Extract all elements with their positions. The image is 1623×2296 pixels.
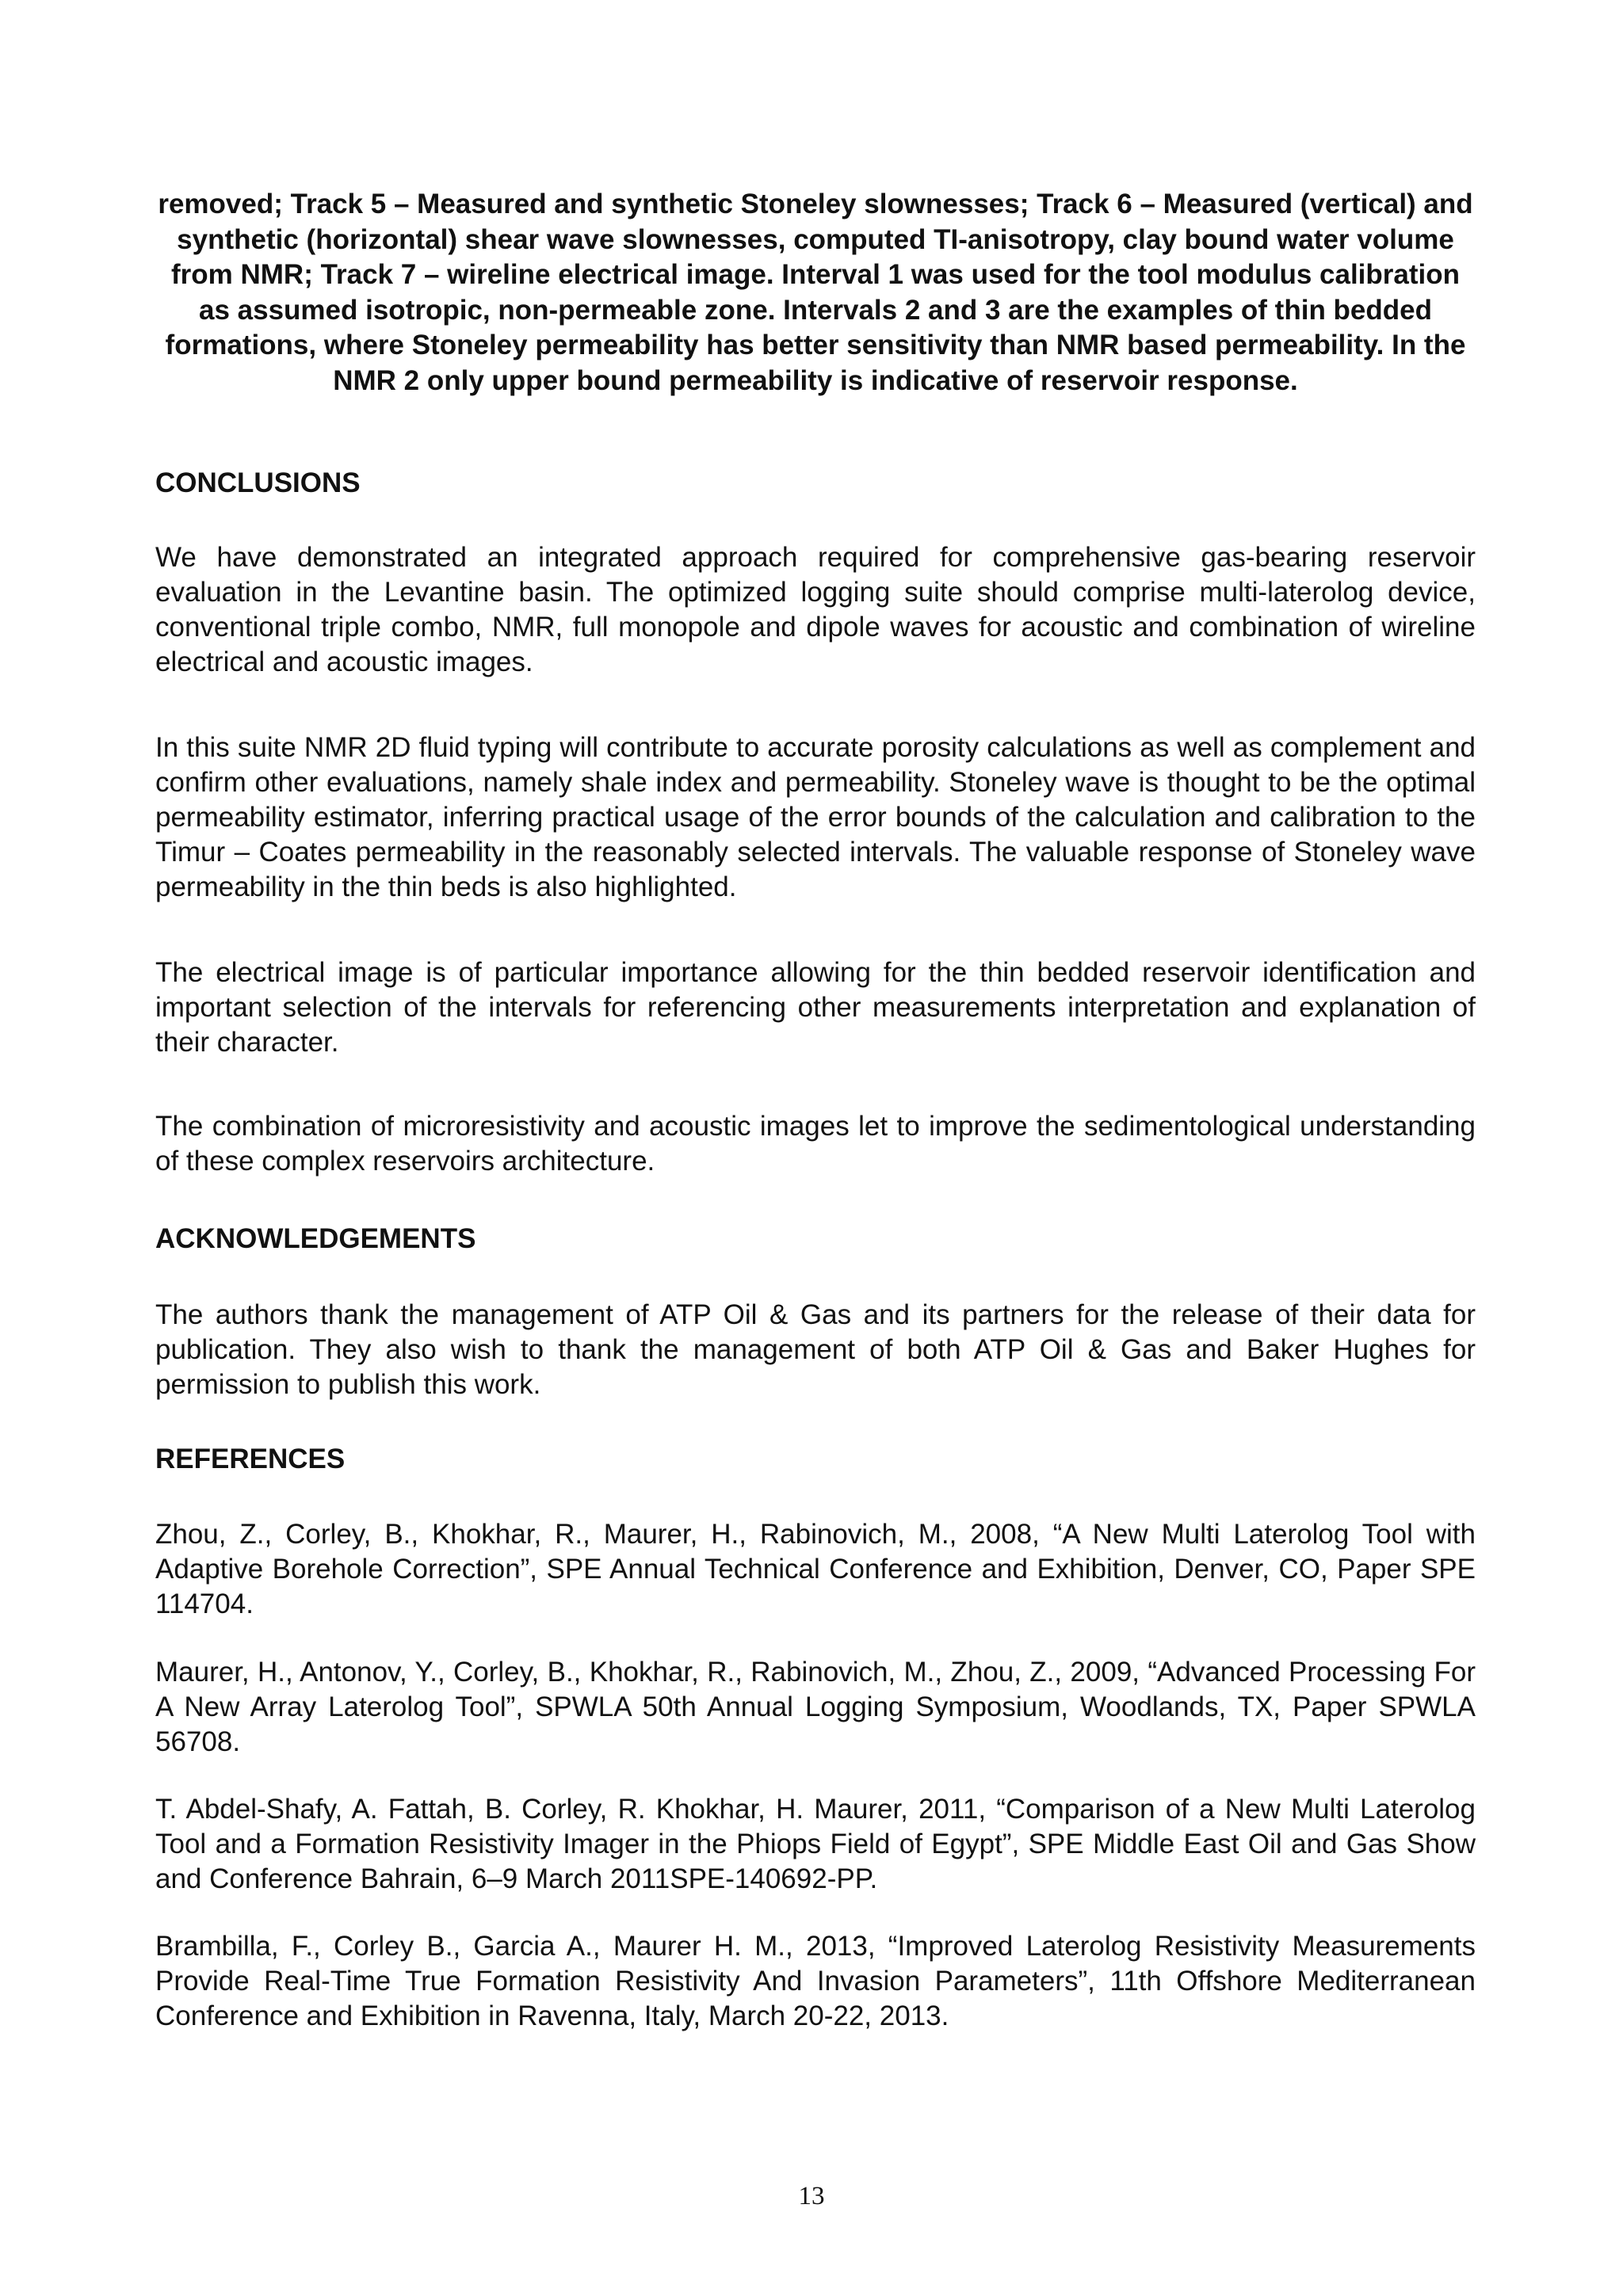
page-body [155, 187, 1476, 2031]
reference-item: Maurer, H., Antonov, Y., Corley, B., Khokhar, R., Rabinovich, M., Zhou, Z., 2009, “Advanced Processing For A New Array Laterolog Tool”, SPWLA 50th Annual Logging Symposium, Woodlands, TX, Paper SPWLA 56708. [155, 1657, 1476, 1757]
conclusions-paragraph-3: The electrical image is of particular importance allowing for the thin bedded reservoir identification and important selection of the intervals for referencing other measurements interpretation and explanation of their character. [155, 957, 1476, 1058]
acknowledgements-text: The authors thank the management of ATP Oil & Gas and its partners for the release of their data for publication. They also wish to thank the management of both ATP Oil & Gas and Baker Hughes for permission to publish this work. [155, 1299, 1476, 1400]
figure-caption: removed; Track 5 – Measured and synthetic Stoneley slownesses; Track 6 – Measured (vertical) and synthetic (horizontal) shear wave slownesses, computed TI-anisotropy, clay bound water volume from NMR; Track 7 – wireline electrical image. Interval 1 was used for the tool modulus calibration as assumed isotropic, non-permeable zone. Intervals 2 and 3 are the examples of thin bedded formations, where Stoneley permeability has better sensitivity than NMR based permeability. In the NMR 2 only upper bound permeability is indicative of reservoir response. [158, 189, 1473, 396]
reference-item: Brambilla, F., Corley B., Garcia A., Maurer H. M., 2013, “Improved Laterolog Resistivity Measurements Provide Real-Time True Formation Resistivity And Invasion Parameters”, 11th Offshore Mediterranean Conference and Exhibition in Ravenna, Italy, March 20-22, 2013. [155, 1931, 1476, 2031]
reference-item: T. Abdel-Shafy, A. Fattah, B. Corley, R. Khokhar, H. Maurer, 2011, “Comparison of a New Multi Laterolog Tool and a Formation Resistivity Imager in the Phiops Field of Egypt”, SPE Middle East Oil and Gas Show and Conference Bahrain, 6–9 March 2011SPE-140692-PP. [155, 1794, 1476, 1894]
reference-item: Zhou, Z., Corley, B., Khokhar, R., Maurer, H., Rabinovich, M., 2008, “A New Multi Laterolog Tool with Adaptive Borehole Correction”, SPE Annual Technical Conference and Exhibition, Denver, CO, Paper SPE 114704. [155, 1519, 1476, 1619]
conclusions-paragraph-1: We have demonstrated an integrated approach required for comprehensive gas-bearing reservoir evaluation in the Levantine basin. The optimized logging suite should comprise multi-laterolog device, conventional triple combo, NMR, full monopole and dipole waves for acoustic and combination of wireline electrical and acoustic images. [155, 542, 1476, 677]
references-heading: REFERENCES [155, 1444, 346, 1474]
conclusions-heading: CONCLUSIONS [155, 467, 361, 498]
conclusions-paragraph-2: In this suite NMR 2D fluid typing will contribute to accurate porosity calculations as well as complement and confirm other evaluations, namely shale index and permeability. Stoneley wave is thought to be the optimal permeability estimator, inferring practical usage of the error bounds of the calculation and calibration to the Timur – Coates permeability in the reasonably selected intervals. The valuable response of Stoneley wave permeability in the thin beds is also highlighted. [155, 732, 1476, 902]
conclusions-paragraph-4: The combination of microresistivity and acoustic images let to improve the sedimentological understanding of these complex reservoirs architecture. [155, 1111, 1476, 1177]
page-number: 13 [798, 2182, 825, 2210]
acknowledgements-heading: ACKNOWLEDGEMENTS [155, 1223, 476, 1254]
